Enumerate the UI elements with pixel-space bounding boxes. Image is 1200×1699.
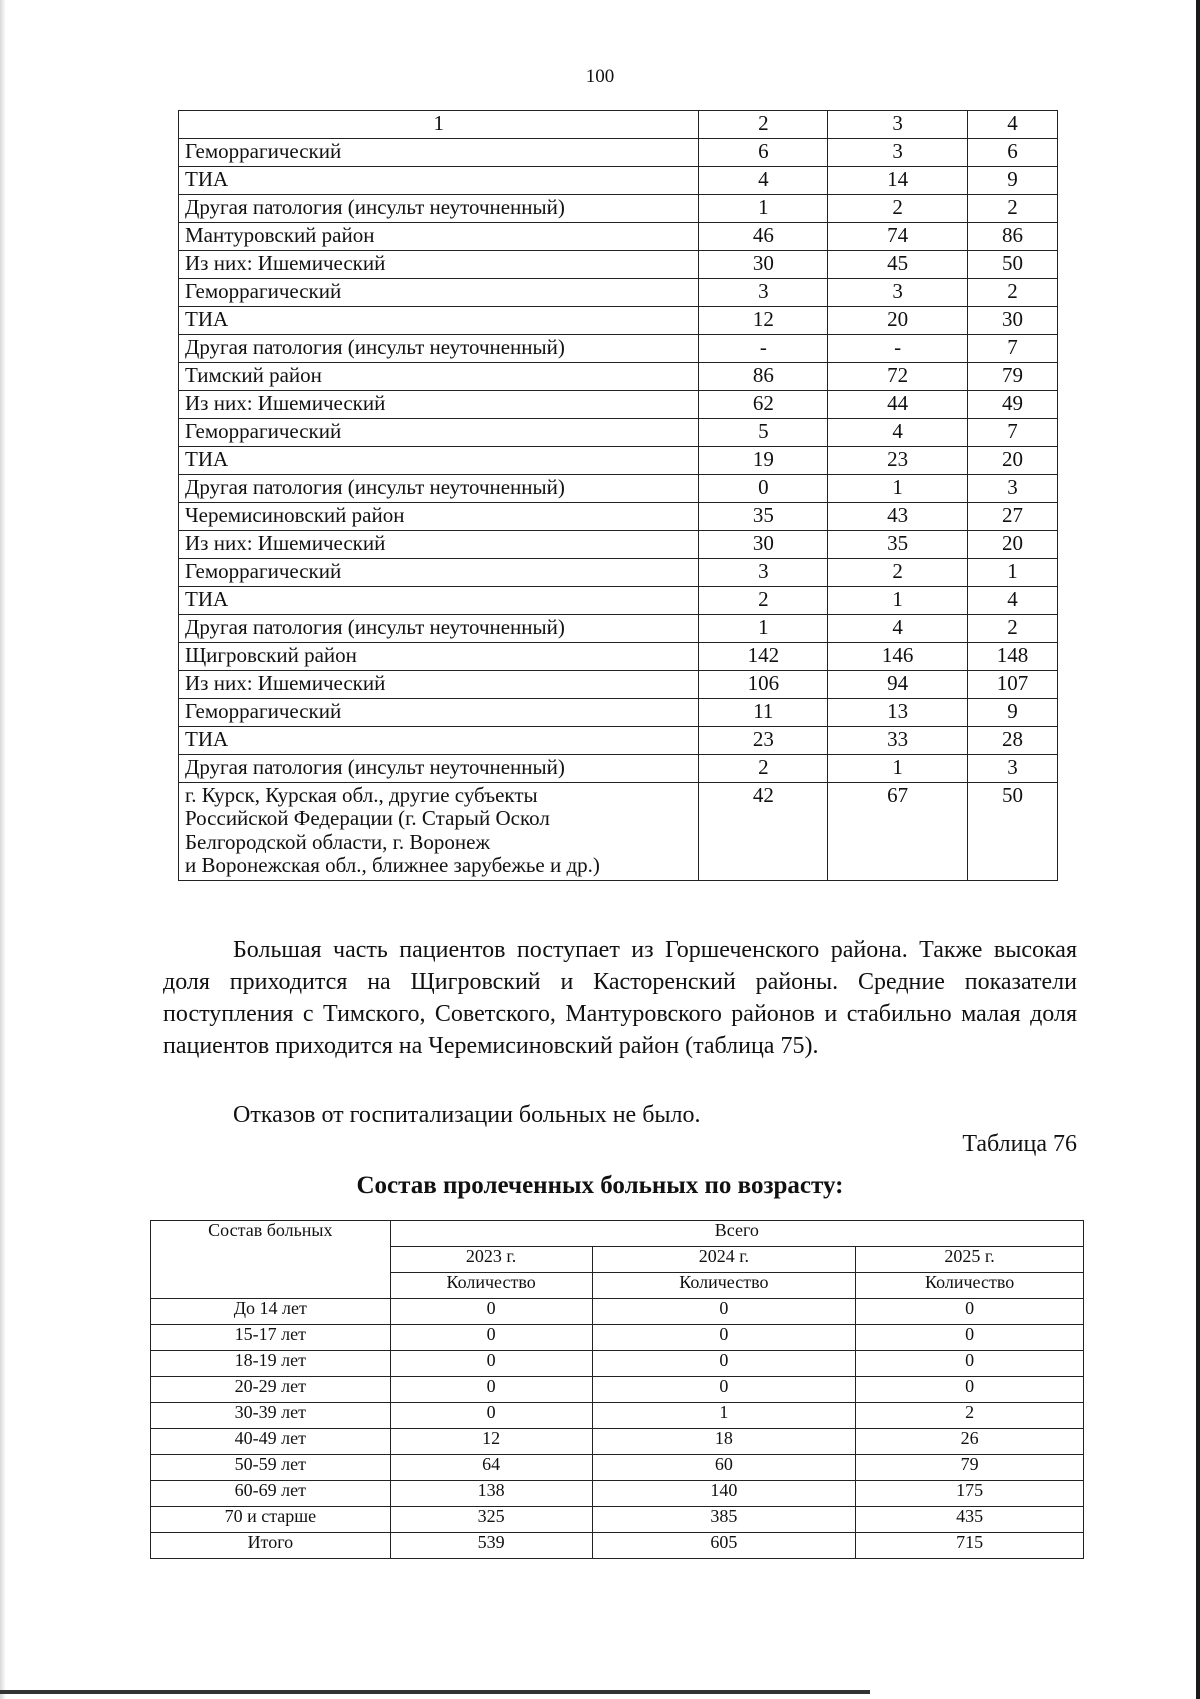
age-table-corner-header: Состав больных bbox=[151, 1221, 391, 1299]
row-label-line: г. Курск, Курская обл., другие субъекты bbox=[185, 782, 538, 807]
age-group-label: 20-29 лет bbox=[151, 1377, 391, 1403]
row-label: Геморрагический bbox=[179, 278, 699, 306]
table-row bbox=[179, 194, 1058, 222]
row-label-other-regions bbox=[179, 782, 699, 880]
regions-table-body bbox=[179, 111, 1058, 881]
row-value: 107 bbox=[968, 670, 1058, 698]
row-value: 50 bbox=[968, 250, 1058, 278]
row-value: 62 bbox=[699, 390, 828, 418]
age-group-label: 18-19 лет bbox=[151, 1351, 391, 1377]
row-value: 1 bbox=[699, 194, 828, 222]
row-value: 7 bbox=[968, 334, 1058, 362]
row-value: 33 bbox=[828, 726, 968, 754]
age-count-value: 18 bbox=[592, 1429, 856, 1455]
table-row bbox=[179, 754, 1058, 782]
age-group-label: 50-59 лет bbox=[151, 1455, 391, 1481]
row-label: ТИА bbox=[179, 166, 699, 194]
row-label: Геморрагический bbox=[179, 558, 699, 586]
age-count-value: 1 bbox=[592, 1403, 856, 1429]
age-count-value: 0 bbox=[592, 1325, 856, 1351]
row-label: Из них: Ишемический bbox=[179, 250, 699, 278]
row-value: 3 bbox=[968, 474, 1058, 502]
table-row bbox=[179, 726, 1058, 754]
age-count-value: 0 bbox=[856, 1351, 1084, 1377]
table-row bbox=[151, 1377, 1084, 1403]
row-value: 2 bbox=[968, 614, 1058, 642]
row-value: 1 bbox=[699, 614, 828, 642]
table-row bbox=[151, 1299, 1084, 1325]
table-row bbox=[179, 222, 1058, 250]
age-count-value: 12 bbox=[390, 1429, 592, 1455]
row-label: ТИА bbox=[179, 306, 699, 334]
column-number-4: 4 bbox=[968, 111, 1058, 139]
table-row bbox=[151, 1455, 1084, 1481]
row-value: 13 bbox=[828, 698, 968, 726]
row-value: 3 bbox=[699, 558, 828, 586]
row-value: 4 bbox=[828, 614, 968, 642]
row-value: 3 bbox=[699, 278, 828, 306]
row-value: 4 bbox=[968, 586, 1058, 614]
table-row bbox=[179, 278, 1058, 306]
row-label: Другая патология (инсульт неуточненный) bbox=[179, 474, 699, 502]
row-label: ТИА bbox=[179, 586, 699, 614]
row-value: 3 bbox=[828, 138, 968, 166]
age-group-label: Итого bbox=[151, 1533, 391, 1559]
age-group-label: 30-39 лет bbox=[151, 1403, 391, 1429]
row-value: 12 bbox=[699, 306, 828, 334]
table-row bbox=[179, 614, 1058, 642]
row-value: 4 bbox=[699, 166, 828, 194]
row-value: 74 bbox=[828, 222, 968, 250]
row-value: 67 bbox=[828, 782, 968, 880]
row-value: 20 bbox=[968, 530, 1058, 558]
row-value: 4 bbox=[828, 418, 968, 446]
row-value: 142 bbox=[699, 642, 828, 670]
table-row bbox=[179, 530, 1058, 558]
regions-table-header-row bbox=[179, 111, 1058, 139]
row-value: 3 bbox=[828, 278, 968, 306]
age-count-value: 325 bbox=[390, 1507, 592, 1533]
row-value: 1 bbox=[968, 558, 1058, 586]
age-count-value: 0 bbox=[856, 1299, 1084, 1325]
row-label: Тимский район bbox=[179, 362, 699, 390]
age-count-value: 605 bbox=[592, 1533, 856, 1559]
row-value: 28 bbox=[968, 726, 1058, 754]
year-header: 2023 г. bbox=[390, 1247, 592, 1273]
table-row bbox=[179, 362, 1058, 390]
row-value: 94 bbox=[828, 670, 968, 698]
row-label: Черемисиновский район bbox=[179, 502, 699, 530]
age-count-value: 2 bbox=[856, 1403, 1084, 1429]
row-value: 43 bbox=[828, 502, 968, 530]
table-row bbox=[179, 586, 1058, 614]
table-label: Таблица 76 bbox=[962, 1131, 1077, 1157]
row-value: 1 bbox=[828, 754, 968, 782]
table-row bbox=[179, 166, 1058, 194]
row-value: 19 bbox=[699, 446, 828, 474]
row-label-line: Белгородской области, г. Воронеж bbox=[185, 829, 490, 854]
row-value: 5 bbox=[699, 418, 828, 446]
table-row bbox=[151, 1533, 1084, 1559]
age-count-value: 0 bbox=[592, 1299, 856, 1325]
page-number: 100 bbox=[585, 66, 615, 87]
age-table-body bbox=[151, 1221, 1084, 1559]
row-label: Геморрагический bbox=[179, 418, 699, 446]
table-row bbox=[179, 418, 1058, 446]
row-label: Мантуровский район bbox=[179, 222, 699, 250]
row-value: 11 bbox=[699, 698, 828, 726]
table-row bbox=[179, 390, 1058, 418]
age-count-value: 0 bbox=[856, 1377, 1084, 1403]
row-label: Щигровский район bbox=[179, 642, 699, 670]
year-header: 2025 г. bbox=[856, 1247, 1084, 1273]
column-number-1: 1 bbox=[179, 111, 699, 139]
table-row bbox=[179, 502, 1058, 530]
metric-header: Количество bbox=[856, 1273, 1084, 1299]
row-value: 6 bbox=[699, 138, 828, 166]
age-count-value: 64 bbox=[390, 1455, 592, 1481]
row-label: Другая патология (инсульт неуточненный) bbox=[179, 334, 699, 362]
row-label: Геморрагический bbox=[179, 698, 699, 726]
table-row bbox=[179, 670, 1058, 698]
row-value: 146 bbox=[828, 642, 968, 670]
row-value: 7 bbox=[968, 418, 1058, 446]
age-count-value: 385 bbox=[592, 1507, 856, 1533]
table-row bbox=[179, 138, 1058, 166]
age-count-value: 0 bbox=[592, 1351, 856, 1377]
table-row bbox=[151, 1325, 1084, 1351]
table-row bbox=[151, 1403, 1084, 1429]
age-count-value: 26 bbox=[856, 1429, 1084, 1455]
row-label: Из них: Ишемический bbox=[179, 530, 699, 558]
paragraph-no-refusals: Отказов от госпитализации больных не было. bbox=[233, 1102, 701, 1128]
row-label: Другая патология (инсульт неуточненный) bbox=[179, 194, 699, 222]
row-label: Другая патология (инсульт неуточненный) bbox=[179, 754, 699, 782]
age-count-value: 539 bbox=[390, 1533, 592, 1559]
table-row bbox=[151, 1481, 1084, 1507]
scan-edge-bottom bbox=[0, 1690, 870, 1694]
age-count-value: 140 bbox=[592, 1481, 856, 1507]
row-value: - bbox=[699, 334, 828, 362]
row-value: 86 bbox=[968, 222, 1058, 250]
row-value: 27 bbox=[968, 502, 1058, 530]
age-count-value: 0 bbox=[390, 1403, 592, 1429]
row-value: 9 bbox=[968, 698, 1058, 726]
column-number-3: 3 bbox=[828, 111, 968, 139]
table-row bbox=[179, 558, 1058, 586]
row-value: 3 bbox=[968, 754, 1058, 782]
table-row bbox=[179, 306, 1058, 334]
row-value: 44 bbox=[828, 390, 968, 418]
age-count-value: 0 bbox=[390, 1325, 592, 1351]
row-value: 35 bbox=[699, 502, 828, 530]
age-count-value: 0 bbox=[390, 1299, 592, 1325]
metric-header: Количество bbox=[592, 1273, 856, 1299]
scan-shadow-left bbox=[0, 0, 6, 1699]
row-value: 42 bbox=[699, 782, 828, 880]
row-value: 86 bbox=[699, 362, 828, 390]
age-count-value: 60 bbox=[592, 1455, 856, 1481]
table-row bbox=[179, 250, 1058, 278]
age-group-label: 60-69 лет bbox=[151, 1481, 391, 1507]
table-row bbox=[179, 446, 1058, 474]
age-count-value: 0 bbox=[856, 1325, 1084, 1351]
row-value: 79 bbox=[968, 362, 1058, 390]
paragraph-summary: Большая часть пациентов поступает из Горшеченского района. Также высокая доля приходится на Щигровский и Касторенский районы. Средние показатели поступления с Тимского, Советского, Мантуровского районов и стабильно малая доля пациентов приходится на Черемисиновский район (таблица 75). bbox=[163, 937, 1077, 1059]
row-value: 6 bbox=[968, 138, 1058, 166]
row-label: Из них: Ишемический bbox=[179, 670, 699, 698]
row-value: 50 bbox=[968, 782, 1058, 880]
age-count-value: 0 bbox=[592, 1377, 856, 1403]
scan-edge-right bbox=[1196, 0, 1200, 1699]
age-table bbox=[150, 1220, 1084, 1559]
row-value: 23 bbox=[828, 446, 968, 474]
age-group-label: 40-49 лет bbox=[151, 1429, 391, 1455]
age-count-value: 0 bbox=[390, 1377, 592, 1403]
age-count-value: 435 bbox=[856, 1507, 1084, 1533]
row-label: ТИА bbox=[179, 726, 699, 754]
row-value: 20 bbox=[968, 446, 1058, 474]
row-value: 23 bbox=[699, 726, 828, 754]
age-group-label: 70 и старше bbox=[151, 1507, 391, 1533]
age-table-header-row bbox=[151, 1221, 1084, 1247]
table-row bbox=[151, 1429, 1084, 1455]
table-row bbox=[151, 1507, 1084, 1533]
row-value: 45 bbox=[828, 250, 968, 278]
row-label: Геморрагический bbox=[179, 138, 699, 166]
row-value: 1 bbox=[828, 474, 968, 502]
age-count-value: 138 bbox=[390, 1481, 592, 1507]
age-count-value: 0 bbox=[390, 1351, 592, 1377]
row-value: 30 bbox=[699, 530, 828, 558]
column-number-2: 2 bbox=[699, 111, 828, 139]
metric-header: Количество bbox=[390, 1273, 592, 1299]
row-value: 46 bbox=[699, 222, 828, 250]
year-header: 2024 г. bbox=[592, 1247, 856, 1273]
age-group-label: 15-17 лет bbox=[151, 1325, 391, 1351]
row-value: 0 bbox=[699, 474, 828, 502]
table-row bbox=[179, 642, 1058, 670]
row-label: ТИА bbox=[179, 446, 699, 474]
table-row bbox=[179, 474, 1058, 502]
row-label-line: Российской Федерации (г. Старый Оскол bbox=[185, 806, 550, 831]
row-value: 20 bbox=[828, 306, 968, 334]
table-row bbox=[179, 334, 1058, 362]
table-row-other-regions bbox=[179, 782, 1058, 880]
row-value: 2 bbox=[699, 754, 828, 782]
row-label: Из них: Ишемический bbox=[179, 390, 699, 418]
row-value: - bbox=[828, 334, 968, 362]
row-value: 2 bbox=[699, 586, 828, 614]
row-value: 148 bbox=[968, 642, 1058, 670]
row-label: Другая патология (инсульт неуточненный) bbox=[179, 614, 699, 642]
regions-table bbox=[178, 110, 1058, 881]
row-value: 2 bbox=[968, 194, 1058, 222]
row-value: 9 bbox=[968, 166, 1058, 194]
row-value: 49 bbox=[968, 390, 1058, 418]
row-value: 30 bbox=[699, 250, 828, 278]
age-count-value: 715 bbox=[856, 1533, 1084, 1559]
age-group-label: До 14 лет bbox=[151, 1299, 391, 1325]
table-title: Состав пролеченных больных по возрасту: bbox=[356, 1172, 844, 1199]
age-count-value: 79 bbox=[856, 1455, 1084, 1481]
row-value: 106 bbox=[699, 670, 828, 698]
row-label-line: и Воронежская обл., ближнее зарубежье и др.) bbox=[185, 853, 600, 878]
row-value: 2 bbox=[968, 278, 1058, 306]
age-count-value: 175 bbox=[856, 1481, 1084, 1507]
row-value: 14 bbox=[828, 166, 968, 194]
row-value: 30 bbox=[968, 306, 1058, 334]
row-value: 2 bbox=[828, 194, 968, 222]
row-value: 72 bbox=[828, 362, 968, 390]
row-value: 2 bbox=[828, 558, 968, 586]
table-row bbox=[179, 698, 1058, 726]
table-row bbox=[151, 1351, 1084, 1377]
row-value: 35 bbox=[828, 530, 968, 558]
age-table-group-header: Всего bbox=[390, 1221, 1083, 1247]
row-value: 1 bbox=[828, 586, 968, 614]
